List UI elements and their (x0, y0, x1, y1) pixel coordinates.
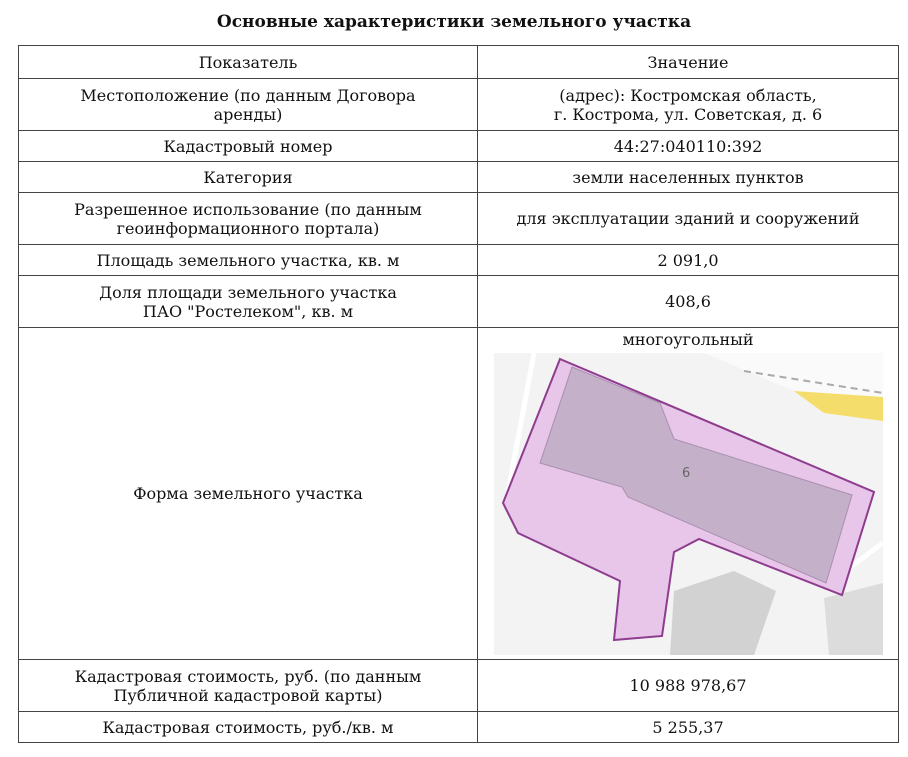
table-row-shape (19, 328, 899, 660)
row-value: 408,6 (478, 276, 899, 328)
table-row-cadastral-value (19, 660, 899, 712)
row-value: 10 988 978,67 (478, 660, 899, 712)
row-value: 44:27:040110:392 (478, 131, 899, 162)
parcel-map (494, 353, 883, 655)
table-row-share-area (19, 276, 899, 328)
table-row-area (19, 245, 899, 276)
table-header-row (19, 46, 899, 79)
document-title: Основные характеристики земельного участка (216, 12, 692, 32)
shape-cell (478, 328, 899, 660)
row-label: Форма земельного участка (19, 328, 478, 660)
characteristics-table (18, 45, 899, 743)
row-label: Кадастровая стоимость, руб. (по данным Публичной кадастровой карты) (19, 660, 478, 712)
row-label: Разрешенное использование (по данным геоинформационного портала) (19, 193, 478, 245)
row-label: Кадастровый номер (19, 131, 478, 162)
row-value: земли населенных пунктов (478, 162, 899, 193)
table-row-cadastral-number (19, 131, 899, 162)
table-row-cadastral-value-per-sqm (19, 712, 899, 743)
header-value: Значение (478, 46, 899, 79)
header-indicator: Показатель (19, 46, 478, 79)
row-value: для эксплуатации зданий и сооружений (478, 193, 899, 245)
building-number: 6 (681, 466, 690, 481)
row-value: (адрес): Костромская область, г. Кострома, ул. Советская, д. 6 (478, 79, 899, 131)
row-label: Кадастровая стоимость, руб./кв. м (19, 712, 478, 743)
row-label: Категория (19, 162, 478, 193)
table-row-permitted-use (19, 193, 899, 245)
table-row-category (19, 162, 899, 193)
row-value: 5 255,37 (478, 712, 899, 743)
row-label: Доля площади земельного участка ПАО "Ростелеком", кв. м (19, 276, 478, 328)
row-label: Площадь земельного участка, кв. м (19, 245, 478, 276)
row-label: Местоположение (по данным Договора аренды) (19, 79, 478, 131)
row-value: 2 091,0 (478, 245, 899, 276)
table-row-location (19, 79, 899, 131)
shape-value: многоугольный (622, 330, 754, 349)
